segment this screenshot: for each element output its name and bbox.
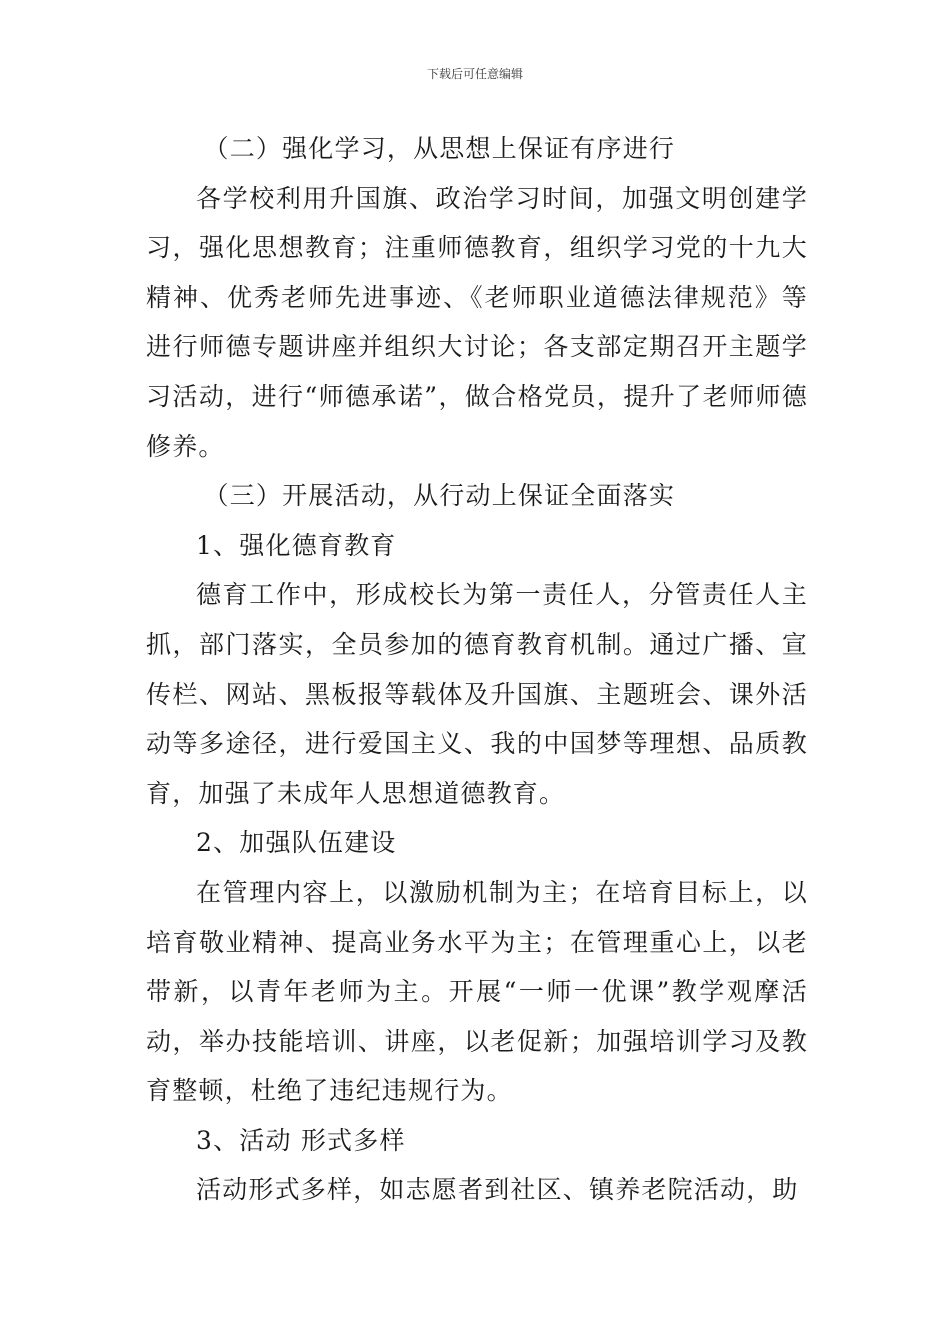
section-heading-3: （三）开展活动，从行动上保证全面落实 [203, 481, 676, 511]
subheading-moral-education: 1、强化德育教育 [196, 530, 397, 560]
document-body [146, 124, 808, 1215]
page-header: 下载后可任意编辑 [426, 67, 523, 81]
paragraph-activities: 活动形式多样，如志愿者到社区、镇养老院活动，助 [196, 1175, 799, 1205]
section-heading-2: （二）强化学习，从思想上保证有序进行 [203, 134, 676, 163]
subheading-team-building: 2、加强队伍建设 [196, 828, 397, 858]
paragraph-moral-education: 德育工作中，形成校长为第一责任人，分管责任人主抓，部门落实，全员参加的德育教育机制。通过广播、宣传栏、网站、黑板报等载体及升国旗、主题班会、课外活动等多途径，进行爱国主义、我的中国梦等理想、品质教育，加强了未成年人思想道德教育。 [146, 580, 808, 808]
subheading-activities: 3、活动 形式多样 [196, 1125, 406, 1155]
paragraph-study: 各学校利用升国旗、政治学习时间，加强文明创建学习，强化思想教育；注重师德教育，组织学习党的十九大精神、优秀老师先进事迹、《老师职业道德法律规范》等进行师德专题讲座并组织大讨论；各支部定期召开主题学习活动，进行“师德承诺”，做合格党员，提升了老师师德修养。 [146, 183, 808, 461]
paragraph-team-building: 在管理内容上，以激励机制为主；在培育目标上，以培育敬业精神、提高业务水平为主；在管理重心上，以老带新，以青年老师为主。开展“一师一优课”教学观摩活动，举办技能培训、讲座，以老促新；加强培训学习及教育整顿，杜绝了违纪违规行为。 [146, 877, 808, 1106]
